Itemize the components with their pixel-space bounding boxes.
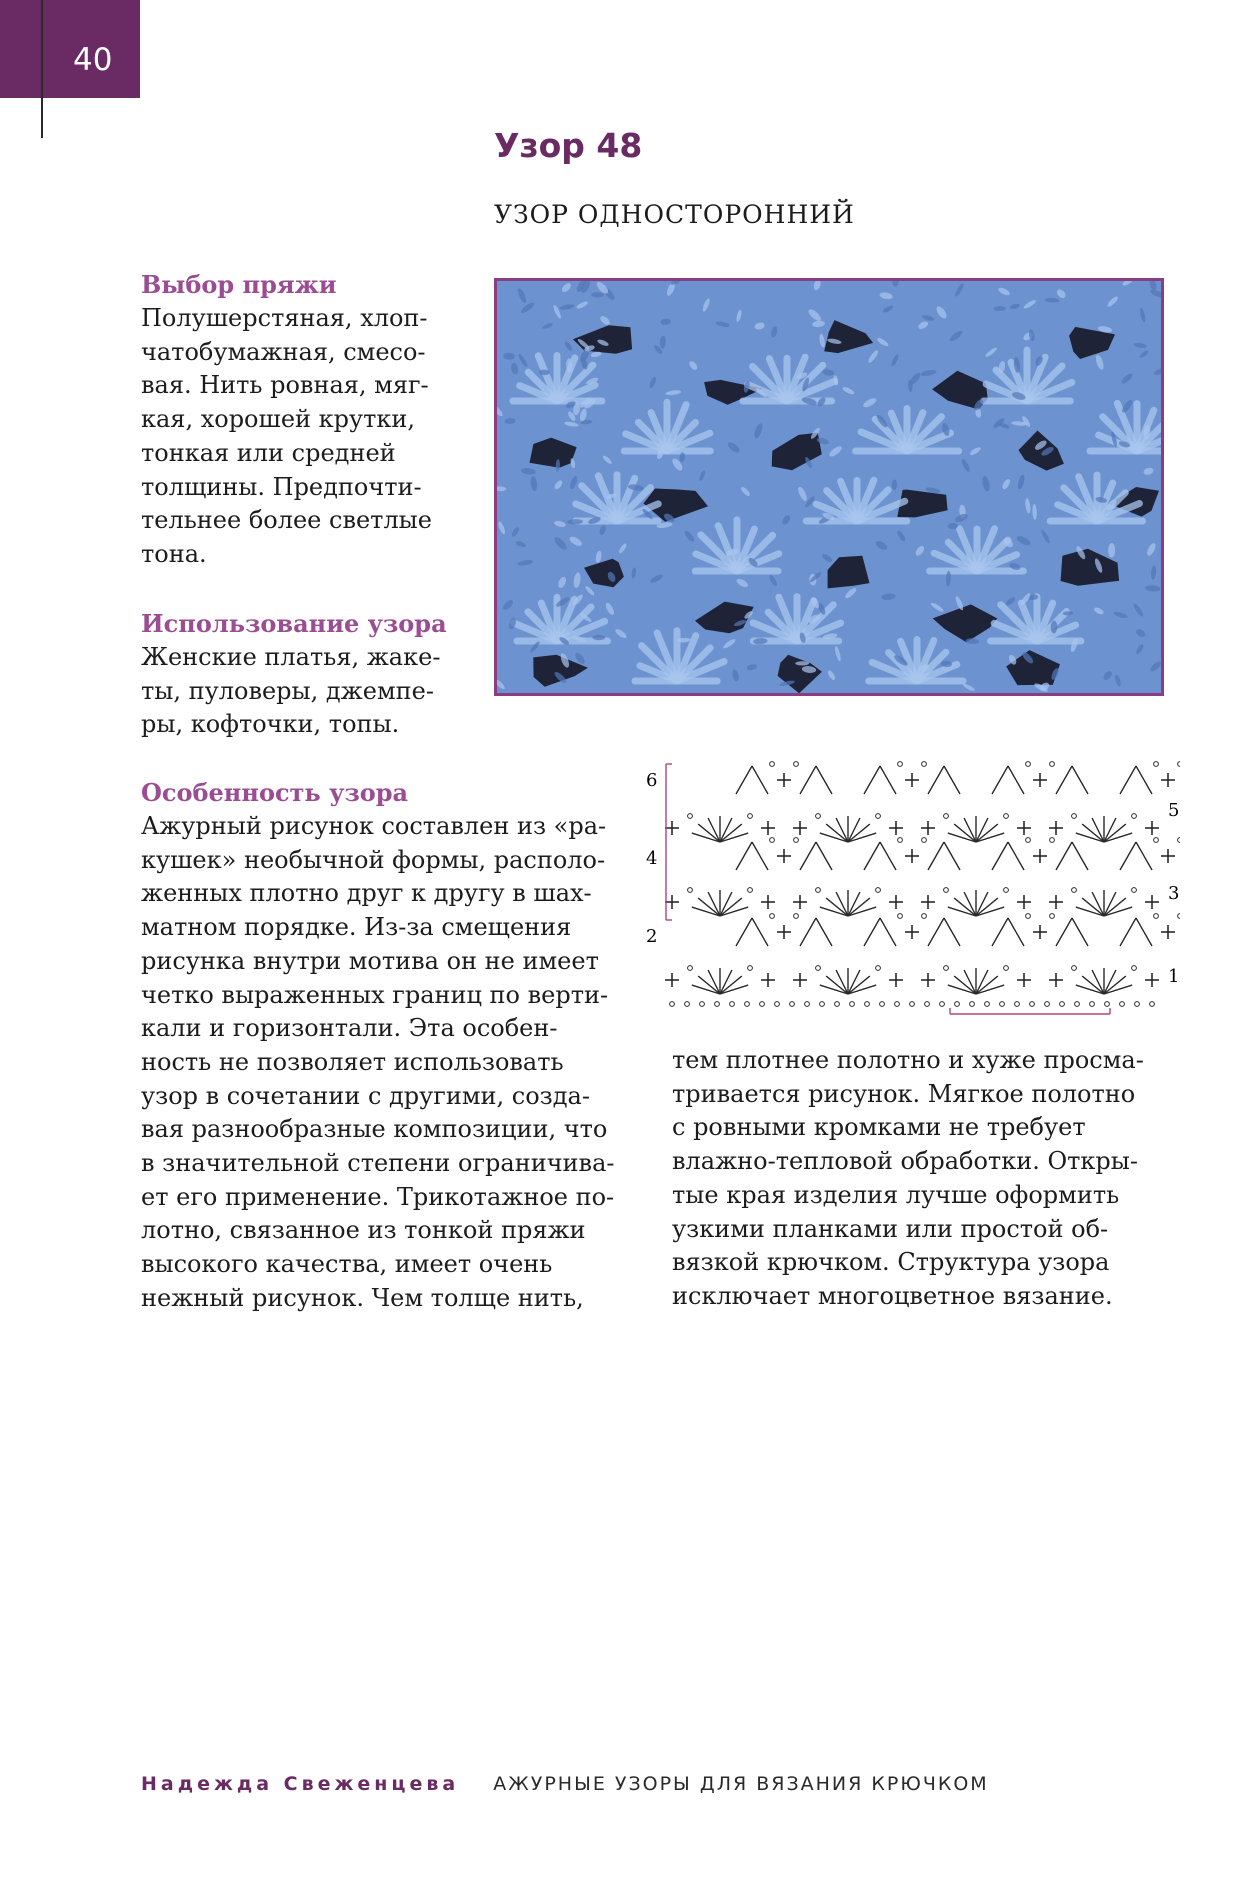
chain-symbol xyxy=(880,1002,885,1007)
text-line: ры, кофточки, топы. xyxy=(141,710,400,739)
chain-symbol xyxy=(748,966,753,971)
treble-symbol xyxy=(928,842,944,870)
treble-symbol xyxy=(1120,766,1136,794)
chain-symbol xyxy=(1004,888,1009,893)
chain-symbol xyxy=(835,1002,840,1007)
treble-symbol xyxy=(1120,918,1136,946)
chain-symbol xyxy=(1150,1002,1155,1007)
chain-symbol xyxy=(955,1002,960,1007)
chain-symbol xyxy=(1050,838,1055,843)
treble-symbol xyxy=(954,898,976,916)
treble-symbol xyxy=(1008,918,1024,946)
chain-symbol xyxy=(898,838,903,843)
chain-symbol xyxy=(1135,1002,1140,1007)
chain-symbol xyxy=(1000,1002,1005,1007)
chain-symbol xyxy=(748,888,753,893)
text-line: ет его применение. Трикотажное по- xyxy=(141,1182,615,1211)
treble-symbol xyxy=(1120,842,1136,870)
treble-symbol xyxy=(880,842,896,870)
chain-symbol xyxy=(688,966,693,971)
chain-symbol xyxy=(816,814,821,819)
treble-symbol xyxy=(800,918,816,946)
yarn-heading: Выбор пряжи xyxy=(141,270,337,299)
treble-symbol xyxy=(944,766,960,794)
chain-symbol xyxy=(670,1002,675,1007)
chain-symbol xyxy=(1072,966,1077,971)
chain-symbol xyxy=(1178,762,1180,767)
text-line: влажно-тепловой обработки. Откры- xyxy=(672,1147,1138,1176)
text-line: ты, пуловеры, джемпе- xyxy=(141,676,434,705)
chain-symbol xyxy=(715,1002,720,1007)
treble-symbol xyxy=(1136,918,1152,946)
chain-symbol xyxy=(1072,814,1077,819)
treble-symbol xyxy=(816,766,832,794)
chain-symbol xyxy=(1120,1002,1125,1007)
treble-symbol xyxy=(976,824,998,842)
treble-symbol xyxy=(1072,766,1088,794)
chain-symbol xyxy=(1026,838,1031,843)
page-footer xyxy=(141,1773,989,1795)
chain-symbol xyxy=(770,914,775,919)
pattern-title: Узор 48 xyxy=(494,126,643,165)
text-line: четко выраженных границ по верти- xyxy=(141,980,609,1009)
pattern-subtitle: УЗОР ОДНОСТОРОННИЙ xyxy=(494,200,855,229)
text-line: кушек» необычной формы, располо- xyxy=(141,845,606,874)
row-label-6: 6 xyxy=(646,770,658,791)
treble-symbol xyxy=(826,824,848,842)
chain-symbol xyxy=(922,762,927,767)
text-line: Женские платья, жаке- xyxy=(141,643,441,671)
text-line: исключает многоцветное вязание. xyxy=(672,1281,1113,1310)
treble-symbol xyxy=(826,898,848,916)
treble-symbol xyxy=(1104,898,1126,916)
chain-symbol xyxy=(770,838,775,843)
treble-symbol xyxy=(928,766,944,794)
page-number-tab xyxy=(0,0,140,98)
treble-symbol xyxy=(880,766,896,794)
treble-symbol xyxy=(1136,842,1152,870)
chain-symbol xyxy=(895,1002,900,1007)
text-line: тем плотнее полотно и хуже просма- xyxy=(672,1046,1144,1074)
text-line: матном порядке. Из-за смещения xyxy=(141,913,572,942)
text-line: вязкой крючком. Структура узора xyxy=(672,1248,1110,1277)
chain-symbol xyxy=(805,1002,810,1007)
treble-symbol xyxy=(720,824,742,842)
feature-section xyxy=(141,776,671,1316)
treble-symbol xyxy=(698,976,720,994)
chain-symbol xyxy=(794,838,799,843)
chain-symbol xyxy=(1060,1002,1065,1007)
text-line: лотно, связанное из тонкой пряжи xyxy=(141,1216,586,1245)
treble-symbol xyxy=(992,918,1008,946)
chain-symbol xyxy=(1178,914,1180,919)
chain-symbol xyxy=(745,1002,750,1007)
treble-symbol xyxy=(954,824,976,842)
treble-symbol xyxy=(720,898,742,916)
chain-symbol xyxy=(816,966,821,971)
treble-symbol xyxy=(698,824,720,842)
treble-symbol xyxy=(976,976,998,994)
treble-symbol xyxy=(1082,976,1104,994)
chain-symbol xyxy=(775,1002,780,1007)
treble-symbol xyxy=(1056,766,1072,794)
text-line: рисунка внутри мотива он не имеет xyxy=(141,946,599,975)
page-number: 40 xyxy=(73,42,113,78)
chain-symbol xyxy=(1132,814,1137,819)
chain-symbol xyxy=(922,914,927,919)
treble-symbol xyxy=(752,766,768,794)
text-line: тые края изделия лучше оформить xyxy=(672,1180,1120,1209)
chain-symbol xyxy=(1132,966,1137,971)
chain-symbol xyxy=(876,966,881,971)
treble-symbol xyxy=(992,842,1008,870)
chain-symbol xyxy=(685,1002,690,1007)
feature-text-continued xyxy=(672,1044,1172,1314)
treble-symbol xyxy=(1056,842,1072,870)
chain-symbol xyxy=(1004,966,1009,971)
text-line: кая, хорошей крутки, xyxy=(141,405,416,434)
footer-author: Надежда Свеженцева xyxy=(141,1773,460,1795)
row-label-1: 1 xyxy=(1168,966,1180,987)
treble-symbol xyxy=(864,842,880,870)
text-line: тона. xyxy=(141,539,207,568)
text-line: чатобумажная, смесо- xyxy=(141,337,426,366)
text-line: тонкая или средней xyxy=(141,438,396,467)
text-line: кали и горизонтали. Эта особен- xyxy=(141,1014,558,1043)
text-line: ность не позволяет использовать xyxy=(141,1047,564,1076)
chain-symbol xyxy=(970,1002,975,1007)
chain-symbol xyxy=(688,888,693,893)
footer-book-title: АЖУРНЫЕ УЗОРЫ ДЛЯ ВЯЗАНИЯ КРЮЧКОМ xyxy=(493,1773,989,1795)
chain-symbol xyxy=(1075,1002,1080,1007)
chain-symbol xyxy=(1050,762,1055,767)
chain-symbol xyxy=(816,888,821,893)
chain-symbol xyxy=(876,814,881,819)
chain-symbol xyxy=(820,1002,825,1007)
yarn-fiber xyxy=(994,306,1006,311)
treble-symbol xyxy=(848,898,870,916)
treble-symbol xyxy=(864,918,880,946)
chain-symbol xyxy=(1045,1002,1050,1007)
text-line: вая. Нить ровная, мяг- xyxy=(141,371,429,400)
chain-symbol xyxy=(748,814,753,819)
chain-symbol xyxy=(898,762,903,767)
chain-symbol xyxy=(1105,1002,1110,1007)
chain-symbol xyxy=(1154,914,1159,919)
chain-symbol xyxy=(944,966,949,971)
treble-symbol xyxy=(736,766,752,794)
row-label-4: 4 xyxy=(646,848,658,869)
chain-symbol xyxy=(1132,888,1137,893)
treble-symbol xyxy=(698,898,720,916)
treble-symbol xyxy=(928,918,944,946)
treble-symbol xyxy=(1104,824,1126,842)
chain-symbol xyxy=(1090,1002,1095,1007)
treble-symbol xyxy=(816,842,832,870)
crochet-sample-photo xyxy=(494,278,1164,696)
margin-rule xyxy=(41,0,43,138)
treble-symbol xyxy=(826,976,848,994)
chain-symbol xyxy=(1026,914,1031,919)
treble-symbol xyxy=(944,918,960,946)
chain-symbol xyxy=(1015,1002,1020,1007)
chain-symbol xyxy=(790,1002,795,1007)
chain-symbol xyxy=(700,1002,705,1007)
treble-symbol xyxy=(1072,918,1088,946)
chain-symbol xyxy=(876,888,881,893)
text-line: узкими планками или простой об- xyxy=(672,1214,1109,1243)
chain-symbol xyxy=(940,1002,945,1007)
text-line: нежный рисунок. Чем толще нить, xyxy=(141,1283,584,1312)
row-label-3: 3 xyxy=(1168,883,1180,904)
text-line: Ажурный рисунок составлен из «ра- xyxy=(141,812,607,840)
treble-symbol xyxy=(1056,918,1072,946)
chain-symbol xyxy=(770,762,775,767)
treble-symbol xyxy=(976,898,998,916)
treble-symbol xyxy=(992,766,1008,794)
treble-symbol xyxy=(720,976,742,994)
row-label-2: 2 xyxy=(646,926,658,947)
treble-symbol xyxy=(1104,976,1126,994)
chain-symbol xyxy=(925,1002,930,1007)
chain-symbol xyxy=(760,1002,765,1007)
chain-symbol xyxy=(1030,1002,1035,1007)
chain-symbol xyxy=(1026,762,1031,767)
crochet-chart-diagram xyxy=(640,750,1180,1020)
treble-symbol xyxy=(1082,898,1104,916)
crochet-symbol-chart xyxy=(640,750,1180,1020)
chain-symbol xyxy=(910,1002,915,1007)
text-line: тельнее более светлые xyxy=(141,506,432,535)
treble-symbol xyxy=(800,842,816,870)
treble-symbol xyxy=(736,918,752,946)
chain-symbol xyxy=(794,914,799,919)
treble-symbol xyxy=(752,842,768,870)
text-line: с ровными кромками не требует xyxy=(672,1113,1086,1142)
treble-symbol xyxy=(1008,842,1024,870)
crochet-texture-image xyxy=(497,281,1161,693)
text-line: тривается рисунок. Мягкое полотно xyxy=(672,1079,1136,1108)
chain-symbol xyxy=(1154,762,1159,767)
feature-heading: Особенность узора xyxy=(141,778,409,807)
treble-symbol xyxy=(848,976,870,994)
treble-symbol xyxy=(880,918,896,946)
treble-symbol xyxy=(752,918,768,946)
text-line: высокого качества, имеет очень xyxy=(141,1250,553,1279)
chain-symbol xyxy=(985,1002,990,1007)
text-line: Полушерстяная, хлоп- xyxy=(141,304,428,332)
usage-heading: Использование узора xyxy=(141,609,447,638)
text-line: женных плотно друг к другу в шах- xyxy=(141,879,592,908)
chain-symbol xyxy=(850,1002,855,1007)
feature-text xyxy=(141,810,671,1316)
chain-symbol xyxy=(688,814,693,819)
treble-symbol xyxy=(1008,766,1024,794)
row-label-5: 5 xyxy=(1168,800,1180,821)
treble-symbol xyxy=(1082,824,1104,842)
chain-symbol xyxy=(865,1002,870,1007)
text-line: узор в сочетании с другими, созда- xyxy=(141,1081,590,1110)
treble-symbol xyxy=(816,918,832,946)
text-line: вая разнообразные композиции, что xyxy=(141,1115,608,1144)
yarn-fiber xyxy=(795,661,809,665)
treble-symbol xyxy=(848,824,870,842)
treble-symbol xyxy=(944,842,960,870)
chain-symbol xyxy=(1178,838,1180,843)
chain-symbol xyxy=(944,888,949,893)
chain-symbol xyxy=(794,762,799,767)
chain-symbol xyxy=(730,1002,735,1007)
chain-symbol xyxy=(1004,814,1009,819)
chain-symbol xyxy=(1072,888,1077,893)
treble-symbol xyxy=(800,766,816,794)
treble-symbol xyxy=(736,842,752,870)
treble-symbol xyxy=(864,766,880,794)
chain-symbol xyxy=(898,914,903,919)
chain-symbol xyxy=(1154,838,1159,843)
chain-symbol xyxy=(922,838,927,843)
chain-symbol xyxy=(1050,914,1055,919)
treble-symbol xyxy=(1136,766,1152,794)
text-line: толщины. Предпочти- xyxy=(141,472,422,501)
text-line: в значительной степени ограничива- xyxy=(141,1149,615,1178)
treble-symbol xyxy=(1072,842,1088,870)
treble-symbol xyxy=(954,976,976,994)
chain-symbol xyxy=(944,814,949,819)
